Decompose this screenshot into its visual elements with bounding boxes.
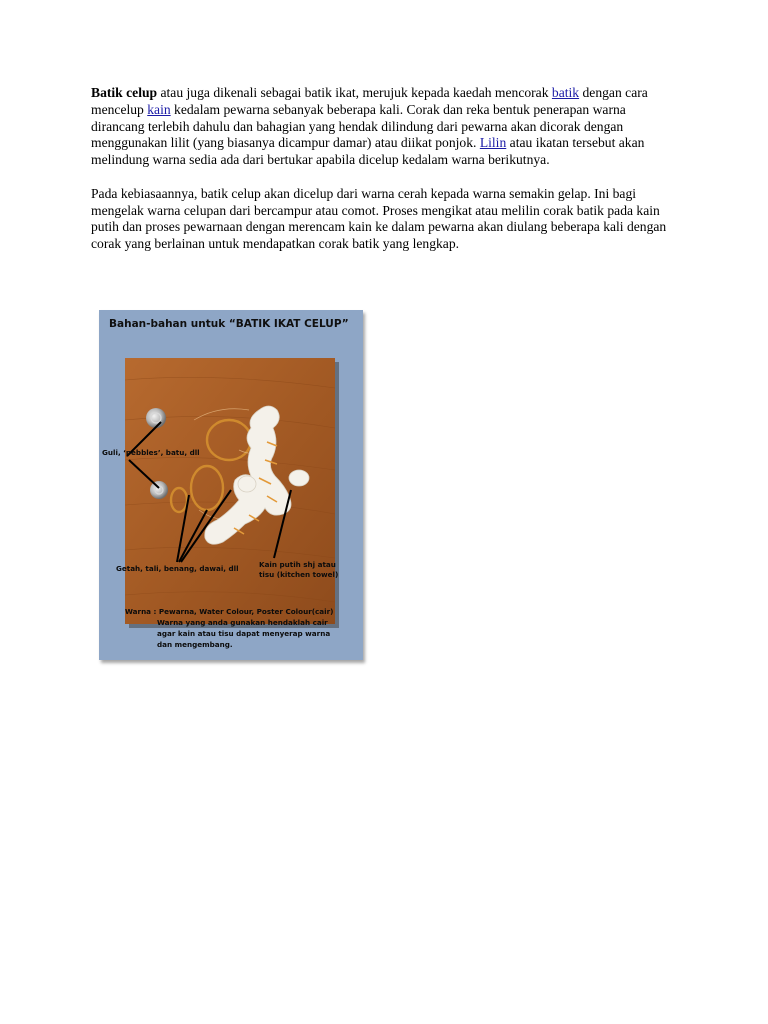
label-color-1: Warna : Pewarna, Water Colour, Poster Colour(cair) [125, 607, 334, 616]
article-body [91, 85, 681, 253]
bold-term: Batik celup [91, 85, 158, 100]
paragraph-text: atau juga dikenali sebagai batik ikat, merujuk kepada kaedah mencorak [157, 85, 552, 100]
link-kain[interactable]: kain [147, 101, 171, 117]
paragraph-intro [91, 85, 681, 169]
label-marbles: Guli, ‘pebbles’, batu, dll [102, 448, 200, 457]
label-color-3: agar kain atau tisu dapat menyerap warna [157, 629, 331, 638]
label-cloth-1: Kain putih shj atau [259, 560, 336, 569]
link-lilin[interactable]: Lilin [479, 135, 507, 151]
label-color-2: Warna yang anda gunakan hendaklah cair [157, 618, 328, 627]
marble-icon [150, 481, 168, 499]
label-strings: Getah, tali, benang, dawai, dll [116, 564, 239, 573]
link-batik[interactable]: batik [551, 85, 580, 100]
label-cloth-2: tisu (kitchen towel) [259, 570, 339, 579]
paragraph-text: dengan cara mencelup [91, 85, 648, 117]
paragraph-text: atau ikatan tersebut akan melindung warna sedia ada dari bertukar apabila dicelup kedalam warna berikutnya. [91, 135, 645, 168]
materials-figure [99, 310, 363, 660]
marble-icon [146, 408, 166, 428]
label-color-4: dan mengembang. [157, 640, 233, 649]
paragraph-process: Pada kebiasaannya, batik celup akan dicelup dari warna cerah kepada warna semakin gelap. Ini bagi mengelak warna celupan dari bercampur atau comot. Proses mengikat atau melilin corak batik pada kain putih dan proses pewarnaan dengan merencam kain ke dalam pewarna akan diulang beberapa kali dengan corak yang berlainan untuk mendapatkan corak batik yang lengkap. [91, 185, 667, 252]
paragraph-text: kedalam pewarna sebanyak beberapa kali. Corak dan reka bentuk penerapan warna dirancang terlebih dahulu dan bahagian yang hendak dilindung dari pewarna akan dicorak dengan menggunakan lilit (yang biasanya dicampur damar) atau diikat ponjok. [91, 101, 626, 151]
figure-title: Bahan-bahan untuk “BATIK IKAT CELUP” [109, 318, 349, 330]
